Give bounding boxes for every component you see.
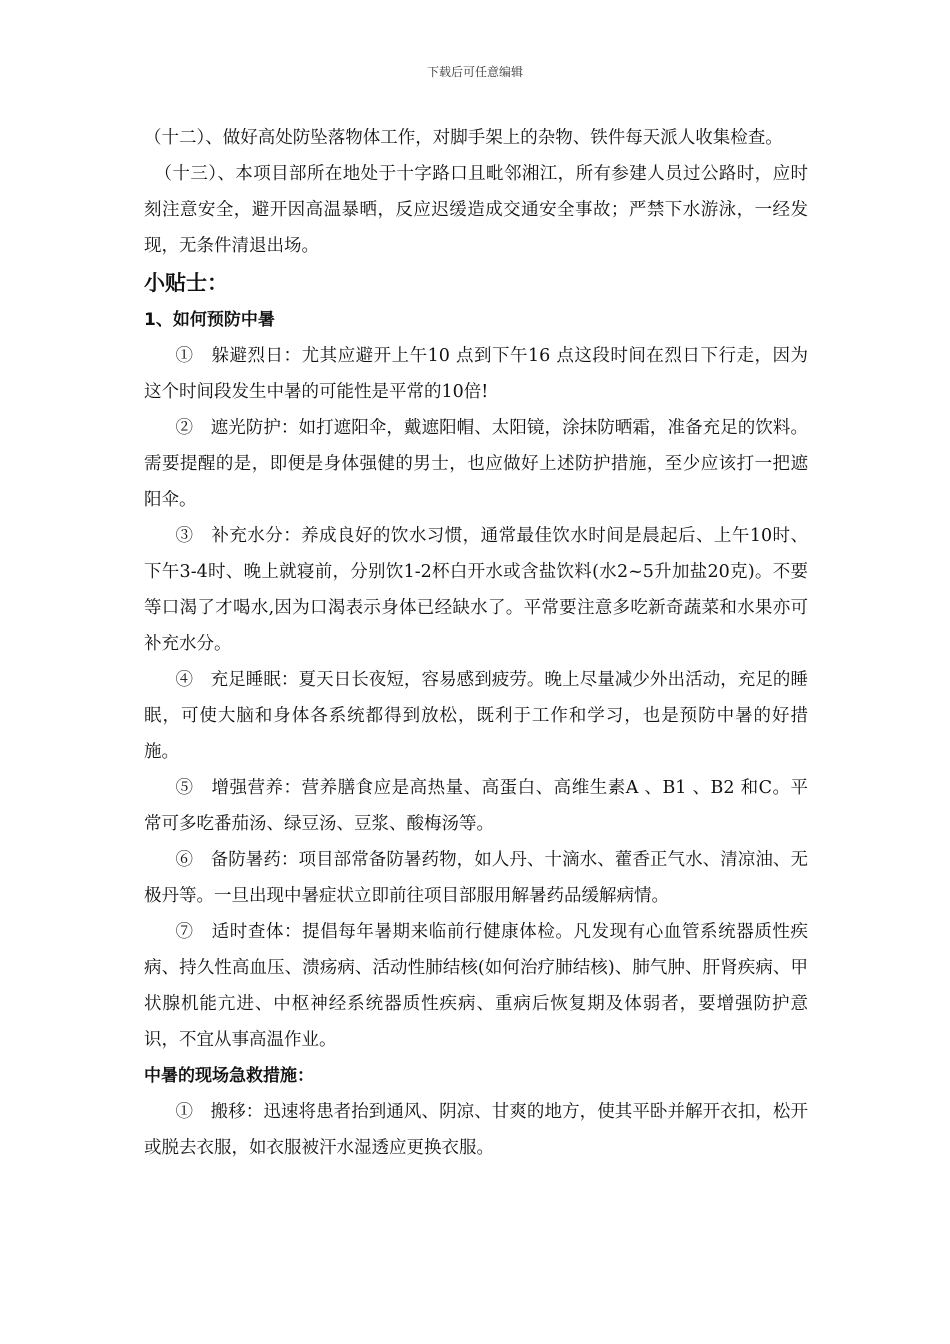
heatstroke-prevention-heading: 1、如何预防中暑 [144, 310, 275, 330]
paragraph-item-13: （十三）、本项目部所在地处于十字路口且毗邻湘江，所有参建人员过公路时，应时刻注意安全，避开因高温暴晒，反应迟缓造成交通安全事故；严禁下水游泳，一经发现，无条件清退出场。 [144, 164, 808, 256]
prevention-item-1: ① 躲避烈日：尤其应避开上午10 点到下午16 点这段时间在烈日下行走，因为这个时间段发生中暑的可能性是平常的10倍! [144, 346, 808, 402]
prevention-item-3: ③ 补充水分：养成良好的饮水习惯，通常最佳饮水时间是晨起后、上午10时、下午3-4时、晚上就寝前，分别饮1-2杯白开水或含盐饮料(水2~5升加盐20克)。不要等口渴了才喝水,因为口渴表示身体已经缺水了。平常要注意多吃新奇蔬菜和水果亦可补充水分。 [144, 526, 808, 654]
page-header: 下载后可任意编辑 [426, 65, 523, 79]
prevention-item-5: ⑤ 增强营养：营养膳食应是高热量、高蛋白、高维生素A 、B1 、B2 和C。平常可多吃番茄汤、绿豆汤、豆浆、酸梅汤等。 [144, 778, 808, 834]
prevention-item-6: ⑥ 备防暑药：项目部常备防暑药物，如人丹、十滴水、藿香正气水、清凉油、无极丹等。一旦出现中暑症状立即前往项目部服用解暑药品缓解病情。 [144, 850, 808, 906]
prevention-item-7: ⑦ 适时查体：提倡每年暑期来临前行健康体检。凡发现有心血管系统器质性疾病、持久性高血压、溃疡病、活动性肺结核(如何治疗肺结核)、肺气肿、肝肾疾病、甲状腺机能亢进、中枢神经系统器质性疾病、重病后恢复期及体弱者，要增强防护意识，不宜从事高温作业。 [144, 922, 808, 1050]
prevention-item-2: ② 遮光防护：如打遮阳伞，戴遮阳帽、太阳镜，涂抹防晒霜，准备充足的饮料。需要提醒的是，即便是身体强健的男士，也应做好上述防护措施，至少应该打一把遮阳伞。 [144, 418, 808, 510]
document-body [144, 120, 808, 1166]
prevention-item-4: ④ 充足睡眠：夏天日长夜短，容易感到疲劳。晚上尽量减少外出活动，充足的睡眠，可使大脑和身体各系统都得到放松，既利于工作和学习，也是预防中暑的好措施。 [144, 670, 808, 762]
first-aid-item-1: ① 搬移：迅速将患者抬到通风、阴凉、甘爽的地方，使其平卧并解开衣扣，松开或脱去衣服，如衣服被汗水湿透应更换衣服。 [144, 1102, 808, 1158]
first-aid-heading: 中暑的现场急救措施： [144, 1066, 314, 1086]
paragraph-item-12: （十二）、做好高处防坠落物体工作，对脚手架上的杂物、铁件每天派人收集检查。 [144, 128, 783, 148]
tips-heading: 小贴士： [144, 271, 228, 295]
